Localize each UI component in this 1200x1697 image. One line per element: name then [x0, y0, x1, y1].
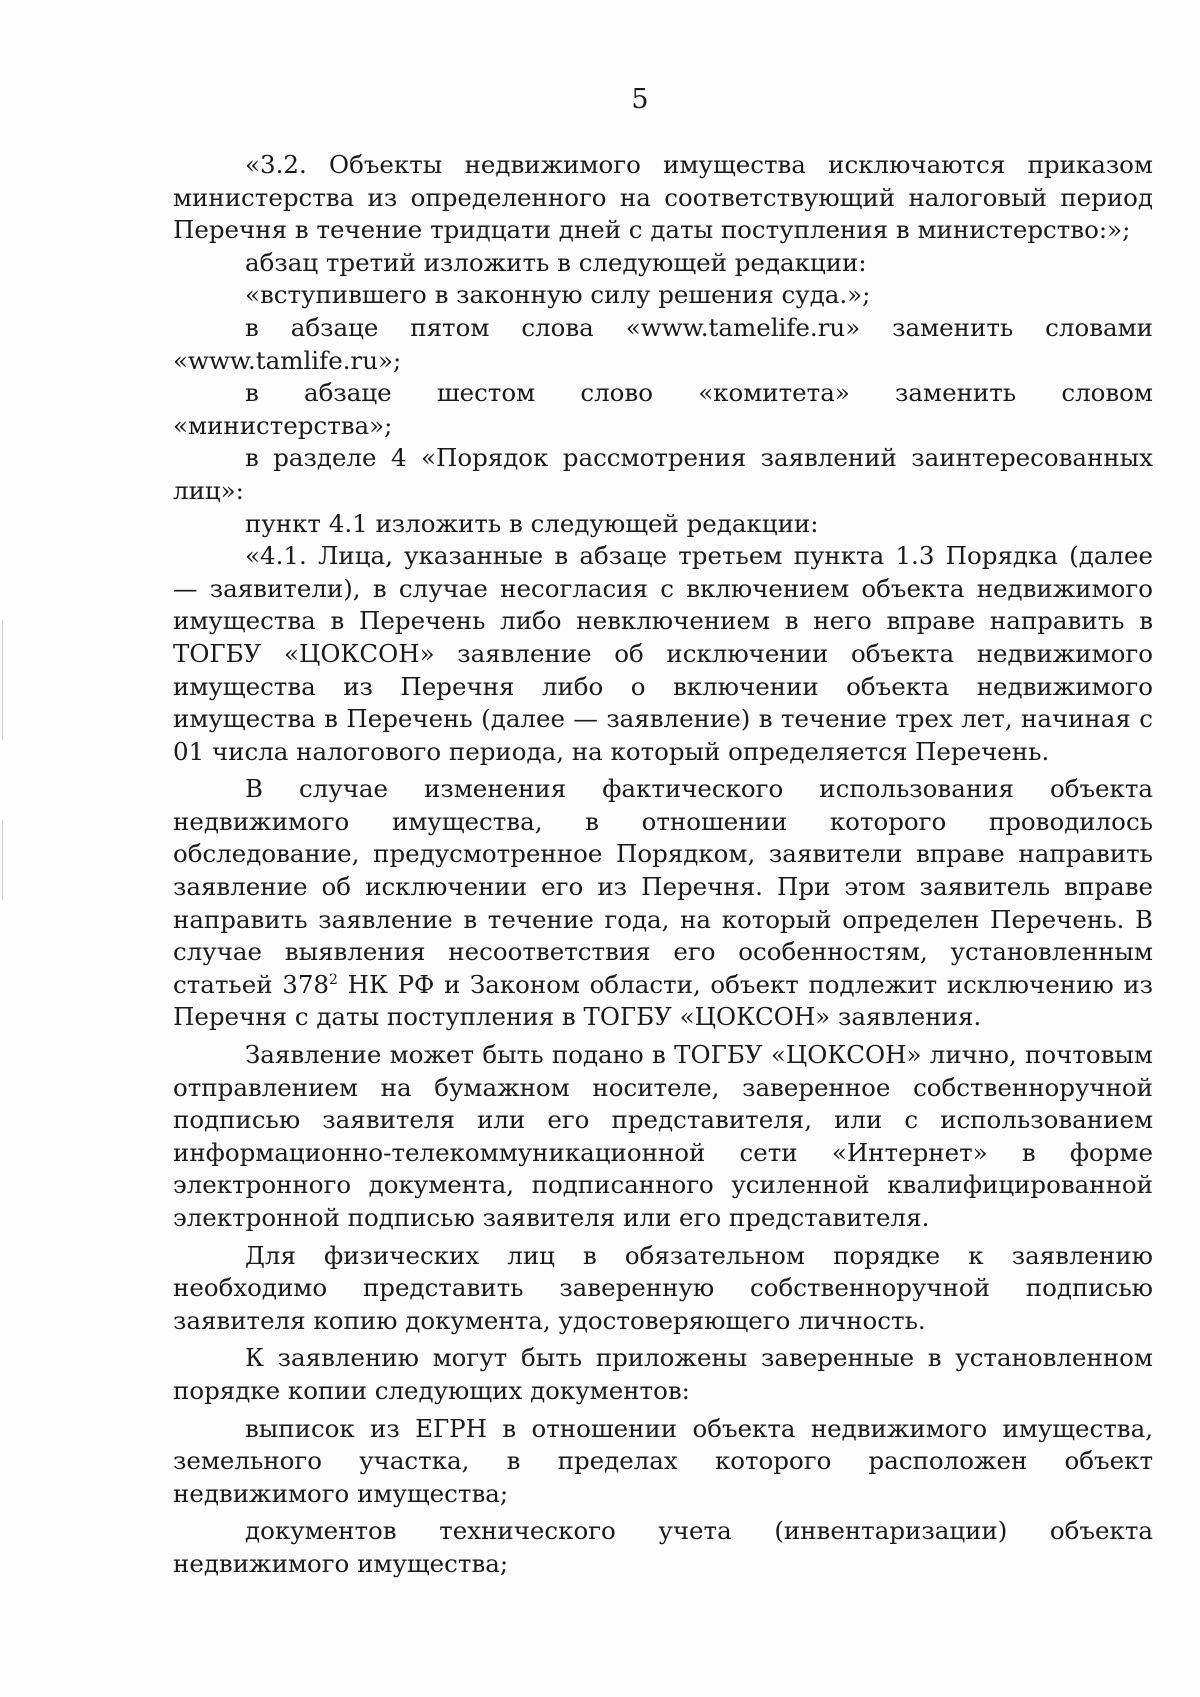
paragraph: в разделе 4 «Порядок рассмотрения заявлений заинтересованных лиц»: — [173, 443, 1153, 505]
paragraph: «4.1. Лица, указанные в абзаце третьем пункта 1.3 Порядка (далее — заявители), в случае несогласия с включением объекта недвижимого имущества в Перечень либо невключением в него вправе направить в ТОГБУ «ЦОКСОН» заявление об исключении объекта недвижимого имущества из Перечня либо о включении объекта недвижимого имущества в Перечень (далее — заявление) в течение трех лет, начиная с 01 числа налогового периода, на который определяется Перечень. — [173, 541, 1153, 766]
paragraph: К заявлению могут быть приложены заверенные в установленном порядке копии следующих документов: — [173, 1343, 1153, 1405]
superscript: 2 — [329, 971, 338, 988]
document-body — [173, 149, 1153, 1581]
scan-edge-mark — [2, 620, 3, 740]
paragraph: пункт 4.1 изложить в следующей редакции: — [245, 508, 819, 538]
paragraph: выписок из ЕГРН в отношении объекта недвижимого имущества, земельного участка, в пределах которого расположен объект недвижимого имущества; — [173, 1413, 1153, 1508]
paragraph — [173, 773, 1153, 1034]
paragraph: документов технического учета (инвентаризации) объекта недвижимого имущества; — [173, 1516, 1153, 1578]
paragraph: «3.2. Объекты недвижимого имущества исключаются приказом министерства из определенного на соответствующий налоговый период Перечня в течение тридцати дней с даты поступления в министерство:»; — [173, 150, 1153, 245]
paragraph: абзац третий изложить в следующей редакции: — [245, 247, 867, 277]
paragraph: «вступившего в законную силу решения суда.»; — [245, 280, 871, 310]
page-number: 5 — [631, 84, 649, 115]
paragraph: в абзаце пятом слова «www.tamelife.ru» заменить словами «www.tamlife.ru»; — [173, 312, 1153, 375]
paragraph: в абзаце шестом слово «комитета» заменить словом «министерства»; — [173, 378, 1153, 440]
scan-edge-mark — [2, 820, 3, 900]
paragraph: Для физических лиц в обязательном порядке к заявлению необходимо представить заверенную собственноручной подписью заявителя копию документа, удостоверяющего личность. — [173, 1240, 1153, 1335]
paragraph: Заявление может быть подано в ТОГБУ «ЦОКСОН» лично, почтовым отправлением на бумажном носителе, заверенное собственноручной подписью заявителя или его представителя, или с использованием информационно-телекоммуникационной сети «Интернет» в форме электронного документа, подписанного усиленной квалифицированной электронной подписью заявителя или его представителя. — [173, 1040, 1153, 1232]
paragraph-text: НК РФ и Законом области, объект подлежит исключению из Перечня с даты поступления в ТОГБУ «ЦОКСОН» заявления. — [173, 969, 1154, 1032]
paragraph-text: В случае изменения фактического использования объекта недвижимого имущества, в отношении которого проводилось обследование, предусмотренное Порядком, заявители вправе направить заявление об исключении его из Перечня. При этом заявитель вправе направить заявление в течение года, на который определен Перечень. В случае выявления несоответствия его особенностям, установленным статьей 378 — [173, 774, 1153, 999]
